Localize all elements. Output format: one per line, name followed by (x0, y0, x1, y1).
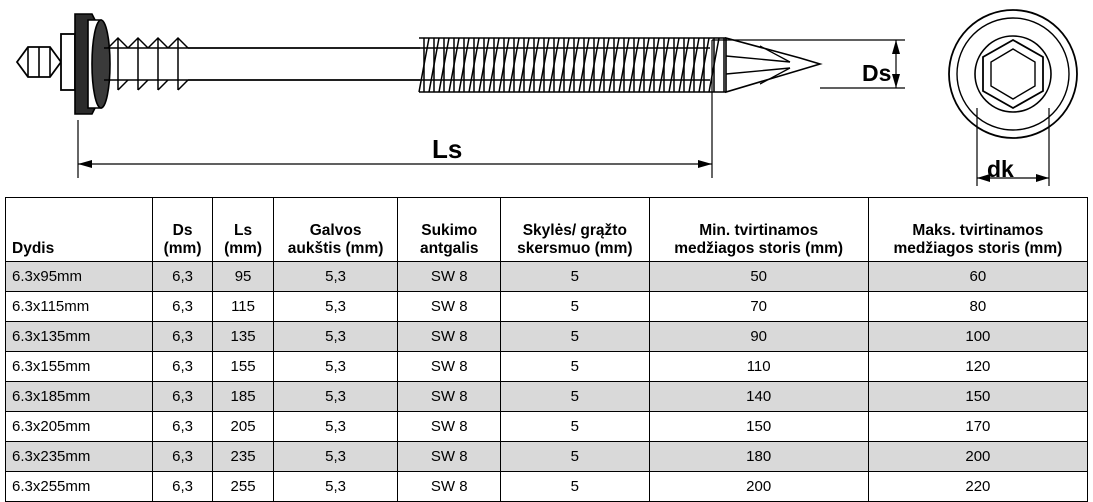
header-max-thickness (868, 198, 1087, 262)
cell-hole-diameter: 5 (501, 352, 649, 382)
cell-drive: SW 8 (398, 352, 501, 382)
cell-drive: SW 8 (398, 292, 501, 322)
header-min-thickness-line1: Min. tvirtinamos (699, 222, 819, 240)
cell-max-thickness: 170 (868, 412, 1087, 442)
cell-size: 6.3x255mm (6, 472, 153, 502)
header-hole-diameter (501, 198, 649, 262)
cell-min-thickness: 90 (649, 322, 868, 352)
table-row (6, 472, 1088, 502)
cell-head-height: 5,3 (273, 322, 398, 352)
table-row (6, 352, 1088, 382)
cell-head-height: 5,3 (273, 262, 398, 292)
cell-hole-diameter: 5 (501, 322, 649, 352)
cell-ls: 95 (213, 262, 273, 292)
cell-min-thickness: 50 (649, 262, 868, 292)
cell-drive: SW 8 (398, 412, 501, 442)
cell-size: 6.3x205mm (6, 412, 153, 442)
cell-size: 6.3x155mm (6, 352, 153, 382)
header-drive-line2: antgalis (419, 240, 479, 258)
cell-ds: 6,3 (152, 352, 212, 382)
cell-ls: 235 (213, 442, 273, 472)
dimension-ls (78, 40, 712, 178)
cell-drive: SW 8 (398, 262, 501, 292)
cell-drive: SW 8 (398, 322, 501, 352)
cell-head-height: 5,3 (273, 442, 398, 472)
cell-max-thickness: 80 (868, 292, 1087, 322)
cell-ls: 155 (213, 352, 273, 382)
header-head-height-line1: Galvos (309, 222, 362, 240)
cell-hole-diameter: 5 (501, 262, 649, 292)
specification-table (5, 197, 1088, 502)
cell-head-height: 5,3 (273, 412, 398, 442)
header-ls-line2: (mm) (224, 240, 262, 258)
header-ds-line2: (mm) (163, 240, 202, 258)
dimension-label-ds: Ds (862, 60, 892, 86)
header-hole-diameter-line2: skersmuo (mm) (517, 240, 633, 258)
cell-ds: 6,3 (152, 382, 212, 412)
header-drive-line1: Sukimo (421, 222, 478, 240)
cell-size: 6.3x235mm (6, 442, 153, 472)
cell-min-thickness: 180 (649, 442, 868, 472)
cell-min-thickness: 200 (649, 472, 868, 502)
header-max-thickness-line2: medžiagos storis (mm) (893, 240, 1063, 258)
cell-ls: 255 (213, 472, 273, 502)
cell-max-thickness: 220 (868, 472, 1087, 502)
cell-hole-diameter: 5 (501, 292, 649, 322)
table-row (6, 412, 1088, 442)
cell-ds: 6,3 (152, 472, 212, 502)
header-head-height-line2: aukštis (mm) (287, 240, 384, 258)
cell-max-thickness: 200 (868, 442, 1087, 472)
table-row (6, 382, 1088, 412)
cell-size: 6.3x115mm (6, 292, 153, 322)
header-head-height (273, 198, 398, 262)
cell-ds: 6,3 (152, 262, 212, 292)
cell-hole-diameter: 5 (501, 412, 649, 442)
cell-drive: SW 8 (398, 382, 501, 412)
header-ds (152, 198, 212, 262)
header-size-line2: Dydis (12, 240, 55, 258)
header-min-thickness (649, 198, 868, 262)
cell-min-thickness: 110 (649, 352, 868, 382)
table-row (6, 322, 1088, 352)
header-min-thickness-line2: medžiagos storis (mm) (674, 240, 844, 258)
cell-size: 6.3x135mm (6, 322, 153, 352)
header-ls (213, 198, 273, 262)
dimension-label-ls: Ls (432, 134, 463, 164)
cell-drive: SW 8 (398, 442, 501, 472)
cell-max-thickness: 60 (868, 262, 1087, 292)
cell-max-thickness: 120 (868, 352, 1087, 382)
cell-max-thickness: 100 (868, 322, 1087, 352)
cell-ds: 6,3 (152, 322, 212, 352)
cell-size: 6.3x185mm (6, 382, 153, 412)
screw-technical-drawing (0, 0, 1093, 196)
cell-ls: 115 (213, 292, 273, 322)
cell-min-thickness: 140 (649, 382, 868, 412)
header-ls-line1: Ls (233, 222, 253, 240)
cell-ds: 6,3 (152, 292, 212, 322)
table-row (6, 262, 1088, 292)
cell-min-thickness: 150 (649, 412, 868, 442)
header-ds-line1: Ds (172, 222, 193, 240)
cell-ls: 185 (213, 382, 273, 412)
table-row (6, 292, 1088, 322)
cell-hole-diameter: 5 (501, 442, 649, 472)
cell-size: 6.3x95mm (6, 262, 153, 292)
cell-ls: 135 (213, 322, 273, 352)
cell-head-height: 5,3 (273, 382, 398, 412)
header-hole-diameter-line1: Skylės/ grąžto (522, 222, 627, 240)
cell-head-height: 5,3 (273, 352, 398, 382)
dimension-label-dk: dk (987, 156, 1014, 182)
cell-ls: 205 (213, 412, 273, 442)
cell-max-thickness: 150 (868, 382, 1087, 412)
cell-drive: SW 8 (398, 472, 501, 502)
cell-hole-diameter: 5 (501, 382, 649, 412)
table-row (6, 442, 1088, 472)
header-drive (398, 198, 501, 262)
header-size (6, 198, 153, 262)
cell-min-thickness: 70 (649, 292, 868, 322)
cell-ds: 6,3 (152, 442, 212, 472)
header-max-thickness-line1: Maks. tvirtinamos (912, 222, 1044, 240)
cell-head-height: 5,3 (273, 472, 398, 502)
table-header-row (6, 198, 1088, 262)
cell-head-height: 5,3 (273, 292, 398, 322)
cell-hole-diameter: 5 (501, 472, 649, 502)
cell-ds: 6,3 (152, 412, 212, 442)
